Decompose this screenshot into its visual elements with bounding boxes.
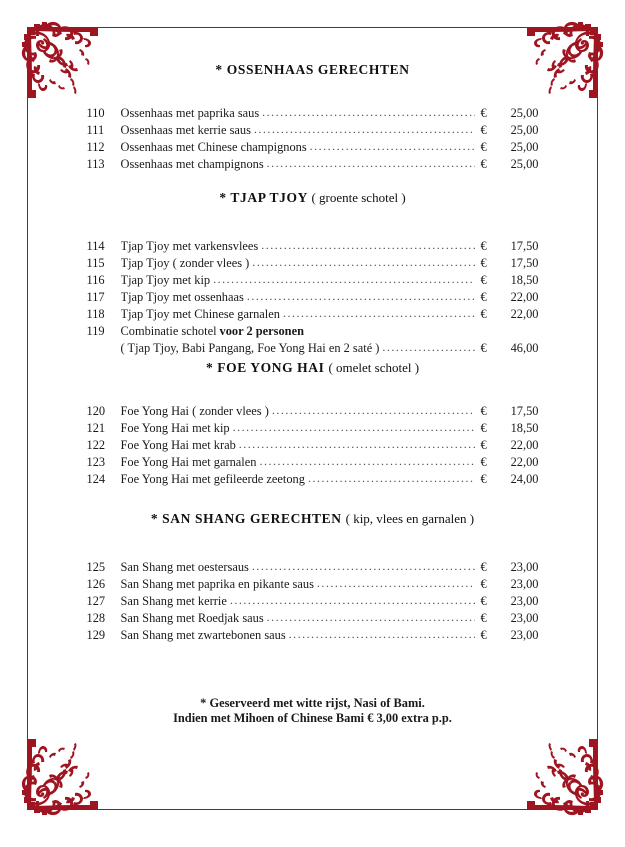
menu-item-price: 23,00 [510,611,539,625]
menu-item-name-wrap [121,420,475,437]
menu-item-name-wrap [121,272,475,289]
menu-item-number: 114 [86,239,105,253]
menu-item-name-wrap [121,610,475,627]
section-heading-ossenhaas [0,62,625,78]
currency-symbol: € [480,290,487,304]
menu-item-name-wrap [121,627,475,644]
dot-leader [259,454,474,465]
menu-item-row [87,576,539,593]
menu-item-number: 129 [86,628,106,642]
menu-item-name-wrap [121,454,475,471]
footer-note [0,696,625,726]
menu-item-name: San Shang met kerrie [120,594,227,608]
menu-item-name: San Shang met oestersaus [120,560,249,574]
currency-symbol: € [480,404,487,418]
dot-leader [317,576,475,587]
menu-item-number: 117 [86,290,105,304]
menu-item-list-tjap-tjoy [87,238,539,357]
menu-item-price: 22,00 [510,455,539,469]
menu-item-row [87,139,539,156]
ornament-corner-top-right [519,14,611,106]
dot-leader [230,593,475,604]
footer-note-line-2: Indien met Mihoen of Chinese Bami € 3,00 extra p.p. [173,711,452,725]
menu-item-price: 22,00 [510,438,539,452]
section-heading-main: * SAN SHANG GERECHTEN [150,511,342,526]
currency-symbol: € [480,455,487,469]
currency-symbol: € [480,273,487,287]
menu-item-price: 25,00 [510,140,539,154]
menu-item-name-wrap [121,122,475,139]
menu-item-price: 18,50 [510,421,539,435]
dot-leader [233,420,475,431]
menu-item-name-wrap [121,340,475,357]
menu-item-row [87,627,539,644]
section-heading-main: * OSSENHAAS GERECHTEN [215,62,410,77]
menu-item-price: 23,00 [510,628,539,642]
menu-item-price: 23,00 [510,594,539,608]
dot-leader [252,559,475,570]
currency-symbol: € [480,307,487,321]
currency-symbol: € [480,577,487,591]
currency-symbol: € [480,157,487,171]
menu-item-row [87,289,539,306]
menu-item-name-wrap [121,323,475,340]
menu-item-name: Foe Yong Hai met garnalen [120,455,257,469]
menu-item-number: 110 [86,106,105,120]
menu-item-name-wrap [121,559,475,576]
menu-item-name: Ossenhaas met Chinese champignons [120,140,307,154]
menu-item-number: 123 [86,455,106,469]
dot-leader [252,255,474,266]
section-heading-sub: ( groente schotel ) [311,190,406,205]
menu-item-list-foe-yong-hai [87,403,539,488]
menu-item-price: 18,50 [510,273,539,287]
section-heading-tjap-tjoy [0,190,625,206]
menu-item-price: 25,00 [510,123,539,137]
dot-leader [310,139,475,150]
menu-item-number: 111 [86,123,105,137]
menu-item-row [87,340,539,357]
ornament-corner-bottom-left [14,731,106,823]
menu-item-name: San Shang met Roedjak saus [120,611,264,625]
dot-leader [382,340,474,351]
currency-symbol: € [480,341,487,355]
menu-item-number: 125 [86,560,106,574]
section-heading-foe-yong-hai [0,360,625,376]
menu-item-number: 116 [86,273,105,287]
menu-item-name: Ossenhaas met kerrie saus [120,123,251,137]
menu-item-number: 120 [86,404,106,418]
menu-item-number: 122 [86,438,106,452]
menu-item-price: 22,00 [510,290,539,304]
menu-item-name: Foe Yong Hai met kip [120,421,230,435]
menu-item-number: 128 [86,611,106,625]
dot-leader [261,238,474,249]
menu-item-row [87,403,539,420]
menu-item-number: 121 [86,421,106,435]
section-heading-sub: ( omelet schotel ) [328,360,420,375]
menu-item-name-wrap [121,471,475,488]
currency-symbol: € [480,628,487,642]
dot-leader [283,306,475,317]
menu-item-row [87,105,539,122]
menu-item-name: ( Tjap Tjoy, Babi Pangang, Foe Yong Hai en 2 saté ) [120,341,380,355]
menu-item-name-wrap [121,139,475,156]
menu-item-price: 17,50 [510,256,539,270]
menu-item-row [87,323,539,340]
menu-item-row [87,255,539,272]
menu-item-price: 23,00 [510,560,539,574]
menu-item-list-san-shang [87,559,539,644]
dot-leader [254,122,475,133]
menu-item-row [87,306,539,323]
currency-symbol: € [480,239,487,253]
currency-symbol: € [480,594,487,608]
menu-item-name-wrap [121,255,475,272]
menu-item-name: Tjap Tjoy met varkensvlees [120,239,259,253]
menu-item-number: 126 [86,577,106,591]
menu-item-name: Foe Yong Hai ( zonder vlees ) [120,404,269,418]
menu-item-price: 23,00 [510,577,539,591]
menu-item-number: 119 [86,324,105,338]
currency-symbol: € [480,611,487,625]
dot-leader [213,272,474,283]
menu-item-number: 124 [86,472,106,486]
menu-item-name: Ossenhaas met champignons [120,157,264,171]
menu-item-row [87,471,539,488]
section-heading-san-shang [0,511,625,527]
menu-item-number: 127 [86,594,106,608]
menu-item-price: 46,00 [510,341,539,355]
menu-item-row [87,420,539,437]
menu-item-price: 17,50 [510,404,539,418]
menu-item-price: 22,00 [510,307,539,321]
dot-leader [289,627,475,638]
currency-symbol: € [480,421,487,435]
menu-item-price: 17,50 [510,239,539,253]
menu-item-row [87,437,539,454]
menu-item-name-wrap [121,238,475,255]
section-heading-sub: ( kip, vlees en garnalen ) [345,511,475,526]
footer-note-line-1: * Geserveerd met witte rijst, Nasi of Bami. [200,696,425,710]
menu-item-row [87,238,539,255]
menu-item-name-wrap [121,576,475,593]
menu-item-name: San Shang met zwartebonen saus [120,628,286,642]
menu-item-row [87,593,539,610]
currency-symbol: € [480,560,487,574]
menu-item-name-wrap [121,306,475,323]
dot-leader [239,437,475,448]
dot-leader [272,403,475,414]
menu-item-name: Tjap Tjoy ( zonder vlees ) [120,256,250,270]
dot-leader [308,471,475,482]
currency-symbol: € [480,123,487,137]
menu-item-name: Tjap Tjoy met ossenhaas [120,290,244,304]
dot-leader [247,289,475,300]
menu-item-price: 25,00 [510,157,539,171]
menu-item-number: 118 [86,307,105,321]
menu-item-row [87,122,539,139]
dot-leader [267,156,475,167]
menu-item-name: Foe Yong Hai met gefileerde zeetong [120,472,305,486]
currency-symbol: € [480,438,487,452]
ornament-corner-bottom-right [519,731,611,823]
menu-item-list-ossenhaas [87,105,539,173]
menu-item-name-emphasis: voor 2 personen [219,324,304,338]
section-heading-main: * TJAP TJOY [219,190,308,205]
menu-item-row [87,454,539,471]
menu-item-number: 115 [86,256,105,270]
menu-item-name-wrap [121,403,475,420]
currency-symbol: € [480,256,487,270]
menu-item-name: Tjap Tjoy met kip [120,273,211,287]
menu-item-price: 24,00 [510,472,539,486]
menu-item-name: Foe Yong Hai met krab [120,438,236,452]
section-heading-main: * FOE YONG HAI [205,360,325,375]
menu-item-price: 25,00 [510,106,539,120]
currency-symbol: € [480,106,487,120]
menu-item-name: Tjap Tjoy met Chinese garnalen [120,307,280,321]
currency-symbol: € [480,140,487,154]
menu-item-name: San Shang met paprika en pikante saus [120,577,314,591]
menu-item-row [87,156,539,173]
ornament-corner-top-left [14,14,106,106]
menu-item-row [87,559,539,576]
menu-item-name-wrap [121,156,475,173]
menu-item-row [87,610,539,627]
dot-leader [267,610,475,621]
menu-item-name-wrap [121,437,475,454]
menu-item-name-wrap [121,289,475,306]
menu-item-name-wrap [121,593,475,610]
menu-item-name: Ossenhaas met paprika saus [120,106,260,120]
currency-symbol: € [480,472,487,486]
menu-item-name-wrap [121,105,475,122]
dot-leader [262,105,474,116]
menu-item-name: Combinatie schotel [120,324,217,338]
menu-item-number: 113 [86,157,105,171]
menu-item-number: 112 [86,140,105,154]
menu-item-row [87,272,539,289]
